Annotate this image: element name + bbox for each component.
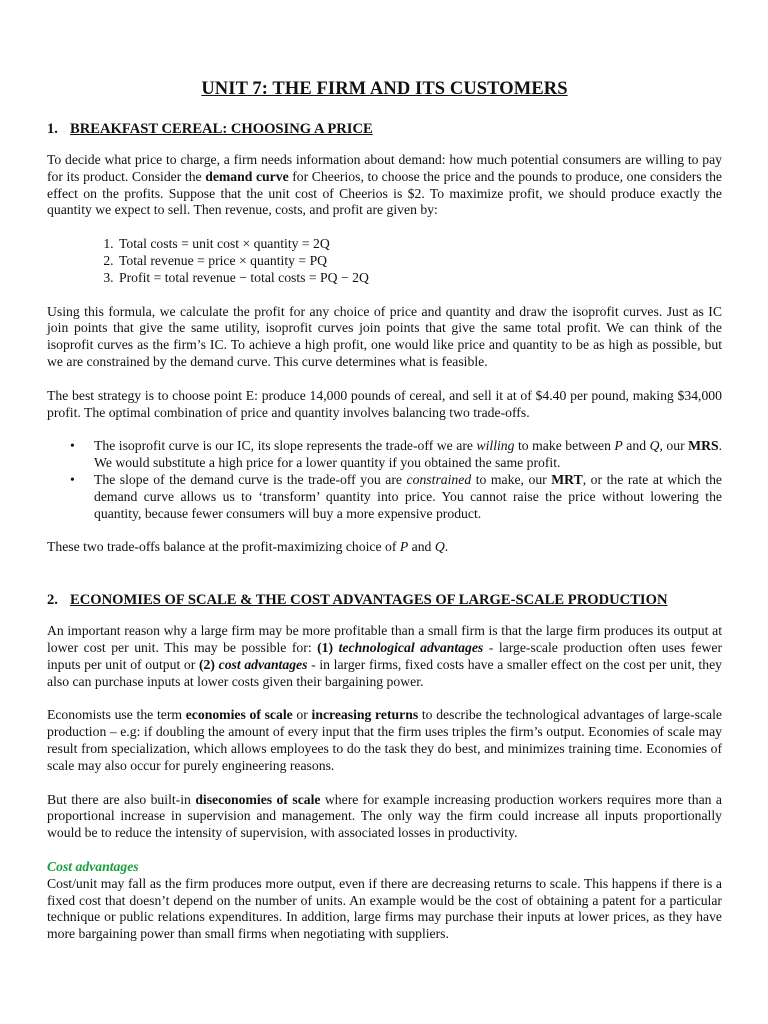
section-2-paragraph-2: Economists use the term economies of scale or increasing returns to describe the technological advantages of large-scale production – e.g: if doubling the amount of every input that the firm uses triples the firm’s output. Economies of scale may result from specialization, which allows employees to do the task they do best, and minimizes training time. Economies of scale may also occur for purely engineering reasons. <box>47 707 722 773</box>
tradeoff-bullet-list <box>47 438 722 522</box>
formula-list <box>47 236 722 286</box>
bullet-icon: • <box>70 471 75 487</box>
section-2-number: 2. <box>47 592 58 609</box>
formula-item: 1. Total costs = unit cost × quantity = 2Q <box>117 236 722 253</box>
page-title: UNIT 7: THE FIRM AND ITS CUSTOMERS <box>201 79 568 99</box>
bullet-item-demand-curve: • The slope of the demand curve is the trade-off you are constrained to make, our MRT, or the rate at which the demand curve allows us to ‘transform’ quantity into price. You cannot raise the price without lowering the quantity, because fewer consumers will buy a more expensive product. <box>70 471 722 521</box>
formula-item: 3. Profit = total revenue − total costs = PQ − 2Q <box>117 270 722 287</box>
term-demand-curve: demand curve <box>205 168 289 184</box>
section-2-paragraph-1: An important reason why a large firm may be more profitable than a small firm is that the large firm produces its output at lower cost per unit. This may be possible for: (1) technological advantages - large-scale production often uses fewer inputs per unit of output or (2) cost advantages - in larger firms, fixed costs have a smaller effect on the cost per unit, they also can purchase inputs at lower costs given their bargaining power. <box>47 623 723 689</box>
section-2-paragraph-4: Cost/unit may fall as the firm produces more output, even if there are decreasing returns to scale. This happens if there is a fixed cost that doesn’t depend on the number of units. An example would be the cost of obtaining a patent for a particular technique or public relations expenditures. In addition, large firms may purchase their inputs at lower prices, as they have more bargaining power than small firms when negotiating with suppliers. <box>47 875 722 942</box>
section-1-paragraph-4: These two trade-offs balance at the profit-maximizing choice of P and Q. <box>47 539 449 555</box>
section-1-paragraph-2: Using this formula, we calculate the profit for any choice of price and quantity and draw the isoprofit curves. Just as IC join points that give the same utility, isoprofit curves join points that give the same total profit. We can think of the isoprofit curves as the firm’s IC. To achieve a high profit, one would like price and quantity to be as high as possible, but we are constrained by the demand curve. This curve determines what is feasible. <box>47 303 722 369</box>
section-2-paragraph-3: But there are also built-in diseconomies of scale where for example increasing production workers requires more than a proportional increase in supervision and management. The only way the firm could increase all inputs proportionally would be to reduce the intensity of supervision, with associated losses in productivity. <box>47 791 722 841</box>
section-1-number: 1. <box>47 121 58 137</box>
bullet-item-isoprofit: • The isoprofit curve is our IC, its slope represents the trade-off we are willing to make between P and Q, our MRS. We would substitute a high price for a lower quantity if you obtained the same profit. <box>70 438 722 471</box>
section-2-title: ECONOMIES OF SCALE & THE COST ADVANTAGES OF LARGE-SCALE PRODUCTION <box>70 592 668 609</box>
section-spacer <box>47 573 722 591</box>
formula-item: 2. Total revenue = price × quantity = PQ <box>117 253 722 270</box>
bullet-icon: • <box>70 438 75 454</box>
section-2-heading <box>47 591 722 609</box>
section-1-heading <box>47 120 722 138</box>
section-1-paragraph-1: To decide what price to charge, a firm needs information about demand: how much potential consumers are willing to pay for its product. Consider the demand curve for Cheerios, to choose the price and the pounds to produce, one considers the effect on the profits. Suppose that the unit cost of Cheerios is $2. To maximize profit, we should produce exactly the quantity we expect to sell. Then revenue, costs, and profit are given by: <box>47 152 723 218</box>
cost-advantages-subheading: Cost advantages <box>47 858 139 874</box>
section-1-paragraph-3: The best strategy is to choose point E: produce 14,000 pounds of cereal, and sell it at of $4.40 per pound, making $34,000 profit. The optimal combination of price and quantity involves balancing two trade-offs. <box>47 387 722 420</box>
section-1-title: BREAKFAST CEREAL: CHOOSING A PRICE <box>70 121 373 137</box>
